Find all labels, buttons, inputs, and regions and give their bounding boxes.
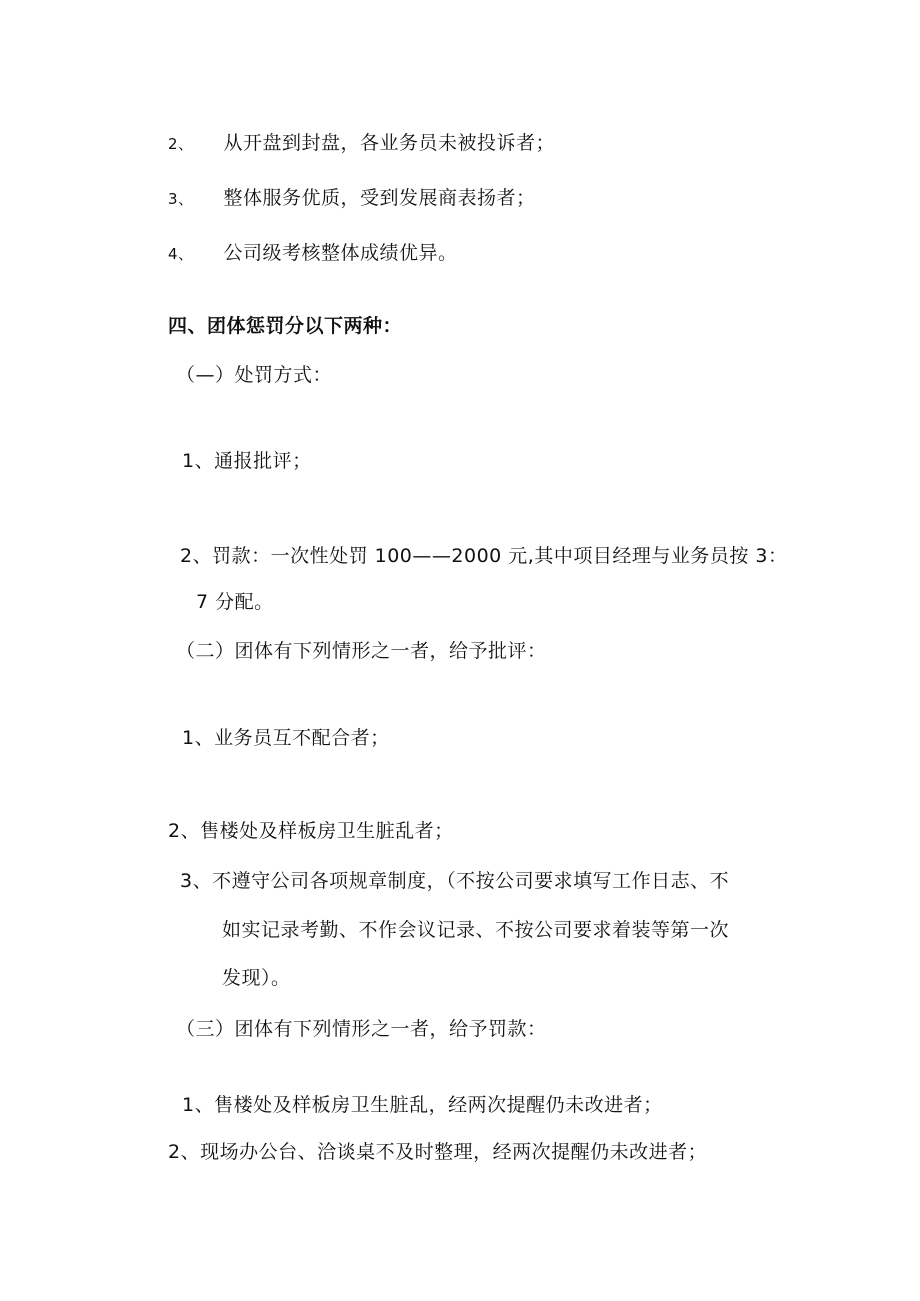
subsection-title-3: （三）团体有下列情形之一者，给予罚款： (176, 1018, 547, 1040)
list-text: 从开盘到封盘，各业务员未被投诉者； (223, 132, 556, 154)
list-text: 公司级考核整体成绩优异。 (223, 242, 458, 264)
paragraph: 2、现场办公台、洽谈桌不及时整理，经两次提醒仍未改进者； (168, 1141, 708, 1163)
paragraph: 1、业务员互不配合者； (182, 727, 390, 749)
list-item-4 (168, 240, 458, 267)
paragraph-continuation: 如实记录考勤、不作会议记录、不按公司要求着装等第一次 (222, 919, 730, 941)
paragraph: 3、不遵守公司各项规章制度，（不按公司要求填写工作日志、不 (180, 870, 730, 892)
list-item-3 (168, 185, 536, 212)
paragraph: 2、罚款：一次性处罚 100——2000 元,其中项目经理与业务员按 3： (180, 545, 788, 567)
section-heading: 四、团体惩罚分以下两种： (168, 315, 403, 337)
list-number: 4、 (168, 245, 194, 263)
subsection-title-2: （二）团体有下列情形之一者，给予批评： (176, 640, 547, 662)
subsection-title-1: （—）处罚方式： (176, 364, 333, 386)
paragraph: 1、通报批评； (182, 450, 312, 472)
list-text: 整体服务优质，受到发展商表扬者； (223, 187, 536, 209)
list-item-2 (168, 130, 555, 157)
list-number: 2、 (168, 135, 194, 153)
paragraph-continuation: 7 分配。 (196, 591, 274, 613)
list-number: 3、 (168, 190, 194, 208)
paragraph-continuation: 发现）。 (222, 967, 291, 989)
paragraph: 1、售楼处及样板房卫生脏乱，经两次提醒仍未改进者； (182, 1094, 663, 1116)
paragraph: 2、售楼处及样板房卫生脏乱者； (168, 820, 454, 842)
